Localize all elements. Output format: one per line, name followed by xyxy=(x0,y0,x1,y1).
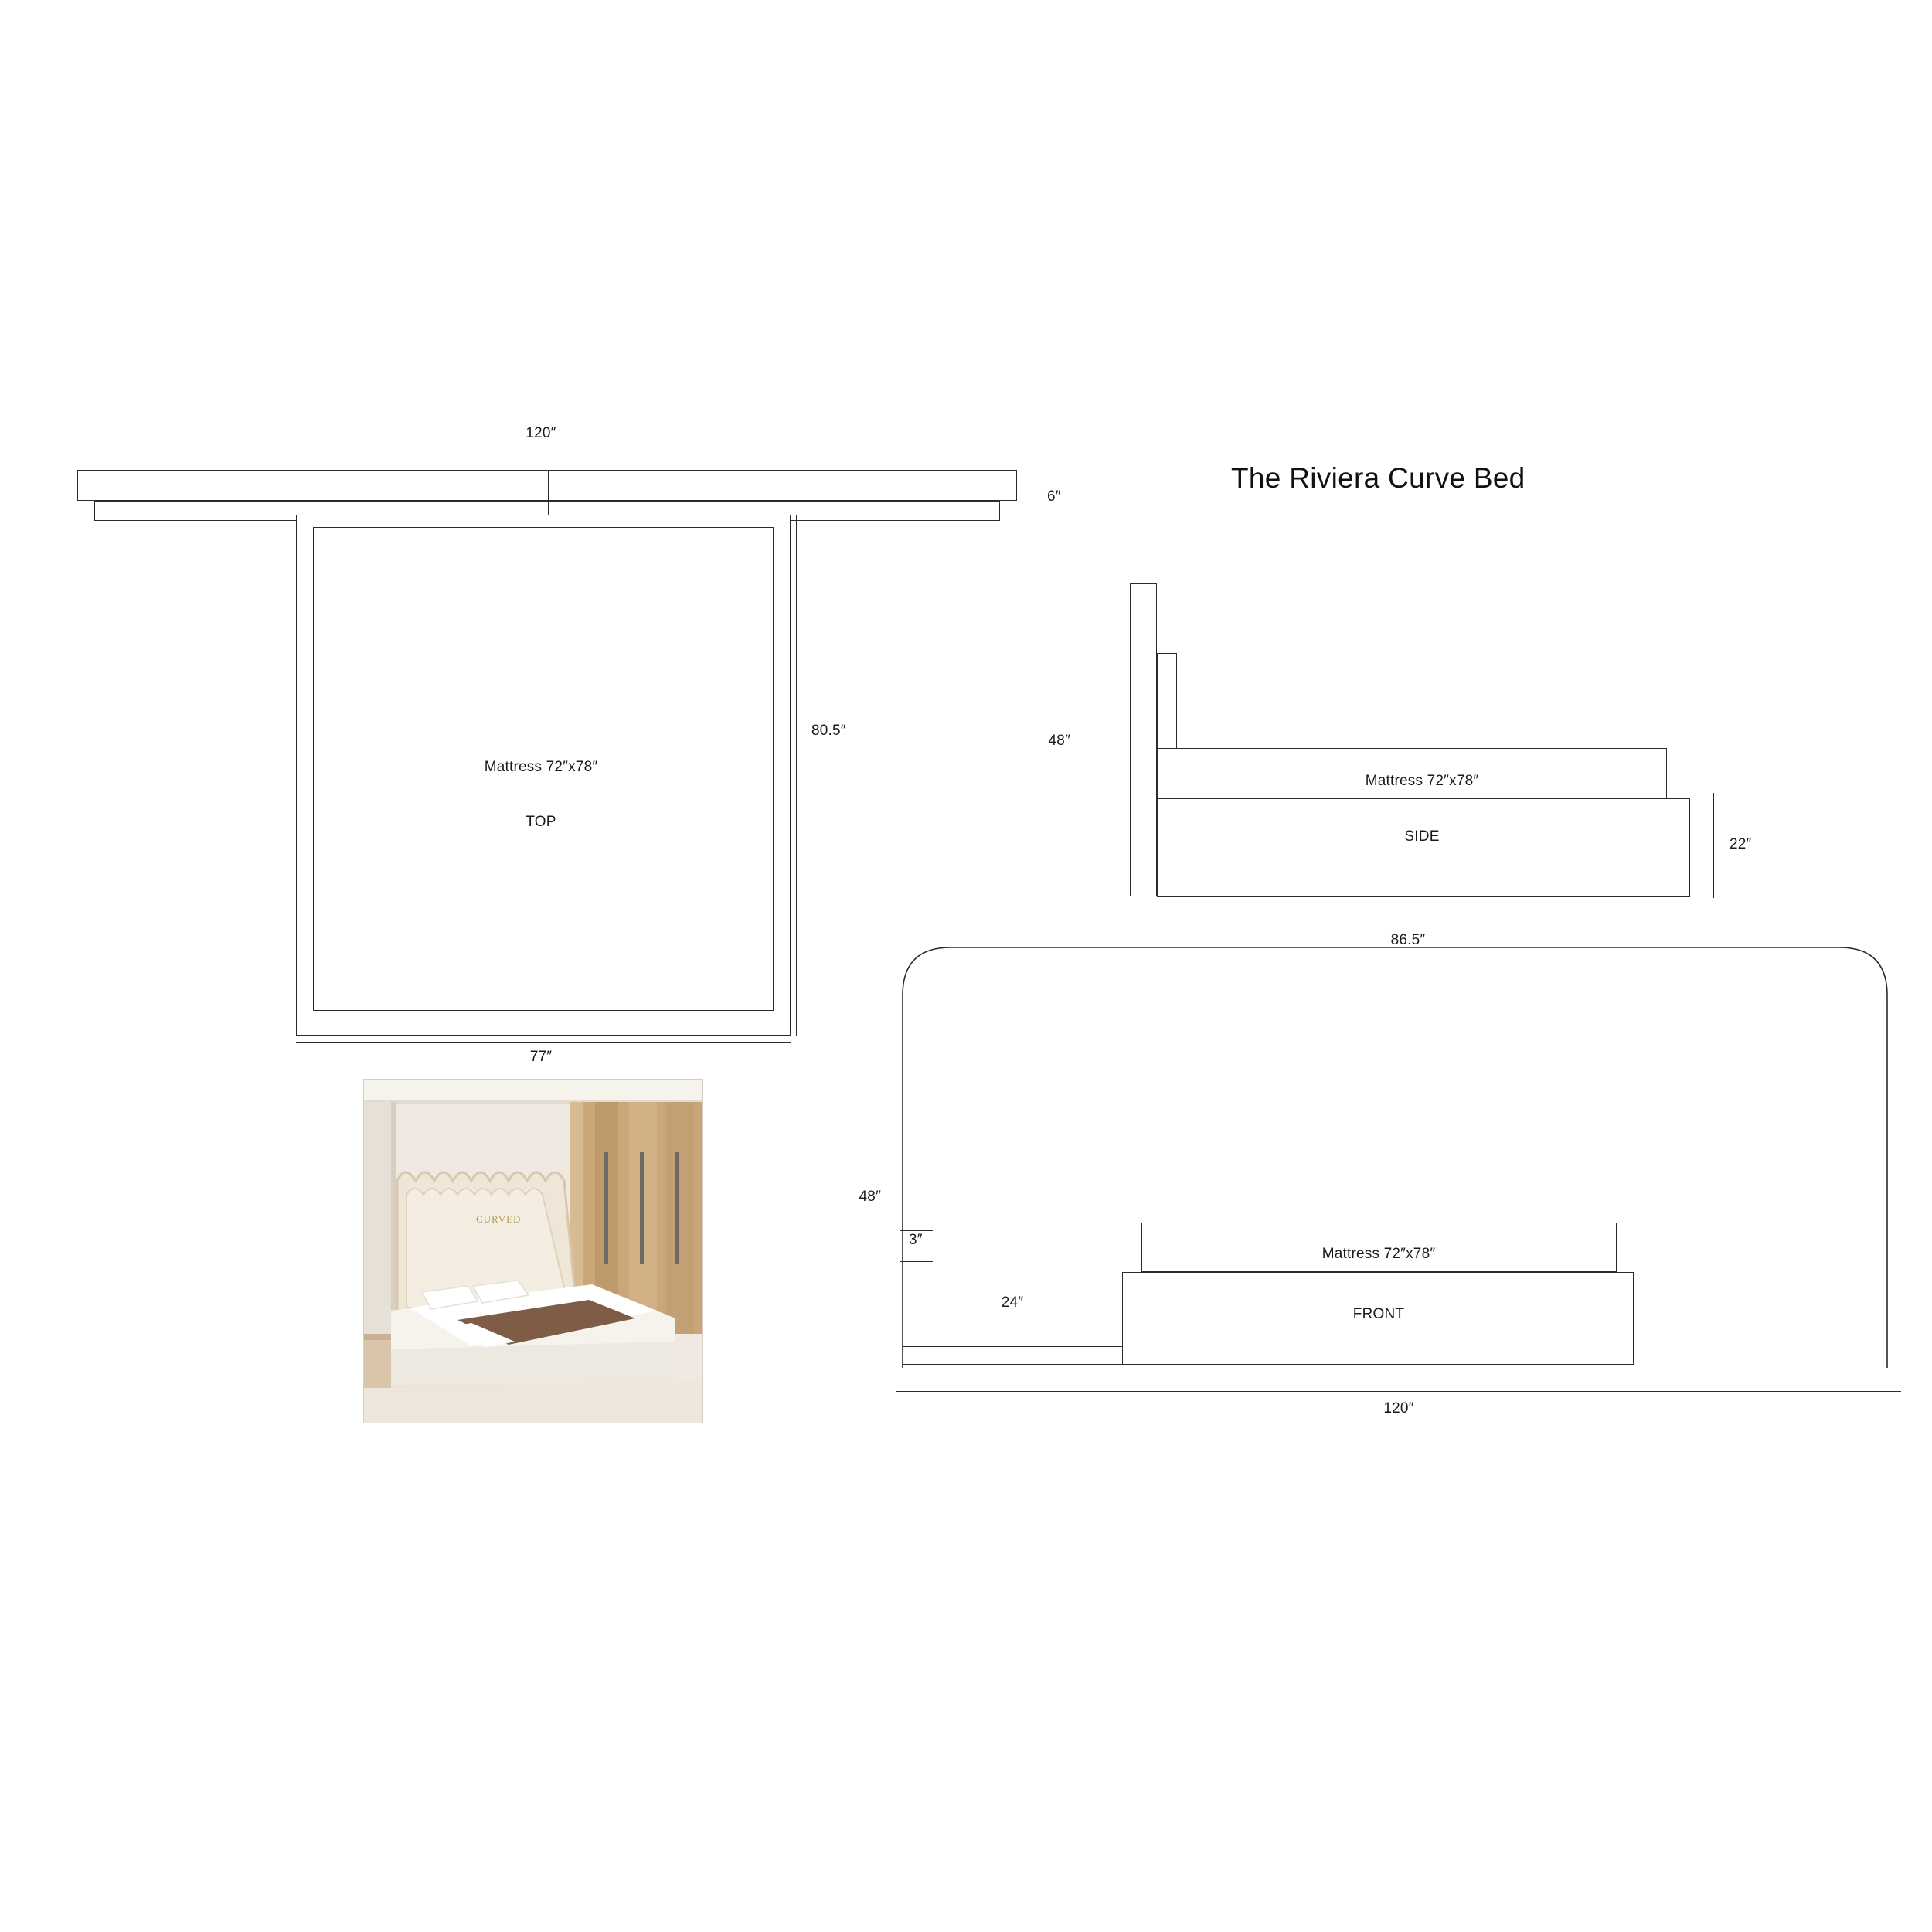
front-width-dimension-label: 120″ xyxy=(1383,1400,1414,1417)
front-plinth-left xyxy=(903,1346,1123,1365)
top-width-dimension-label: 120″ xyxy=(526,425,556,441)
side-length-dimension-label: 86.5″ xyxy=(1390,932,1426,948)
front-legheight-tick-bottom xyxy=(900,1261,933,1262)
top-headboard-seam xyxy=(548,470,549,521)
page-title: The Riviera Curve Bed xyxy=(1231,462,1526,494)
side-view-label: SIDE xyxy=(1404,828,1440,845)
top-headboard-outer xyxy=(77,470,1017,501)
top-view-label: TOP xyxy=(526,814,556,830)
svg-text:CURVED: CURVED xyxy=(476,1213,522,1225)
side-height-dimension-label: 48″ xyxy=(1048,733,1070,749)
front-height-dimension-label: 48″ xyxy=(859,1189,881,1205)
top-widthbase-dimension-line xyxy=(296,1042,791,1043)
front-mattress-label: Mattress 72″x78″ xyxy=(1321,1246,1436,1262)
front-width-dimension-line xyxy=(896,1391,1901,1392)
side-base-block xyxy=(1157,798,1690,897)
side-mattress-label: Mattress 72″x78″ xyxy=(1365,773,1479,789)
riviera-curve-bed-photo xyxy=(363,1079,703,1423)
side-baseheight-dimension-line xyxy=(1713,793,1714,898)
top-widthbase-dimension-label: 77″ xyxy=(529,1049,553,1065)
top-length-dimension-line xyxy=(796,515,797,1036)
side-headboard-panel xyxy=(1130,583,1157,896)
photo-illustration xyxy=(363,1079,703,1423)
front-baseoffset-dimension-label: 24″ xyxy=(1001,1294,1024,1311)
side-baseheight-dimension-label: 22″ xyxy=(1730,836,1752,852)
front-legheight-dimension-label: 3″ xyxy=(909,1232,923,1248)
top-length-dimension-label: 80.5″ xyxy=(811,723,846,739)
top-mattress-label: Mattress 72″x78″ xyxy=(484,759,598,775)
top-thickness-dimension-label: 6″ xyxy=(1047,488,1061,505)
front-view-label: FRONT xyxy=(1352,1306,1405,1322)
